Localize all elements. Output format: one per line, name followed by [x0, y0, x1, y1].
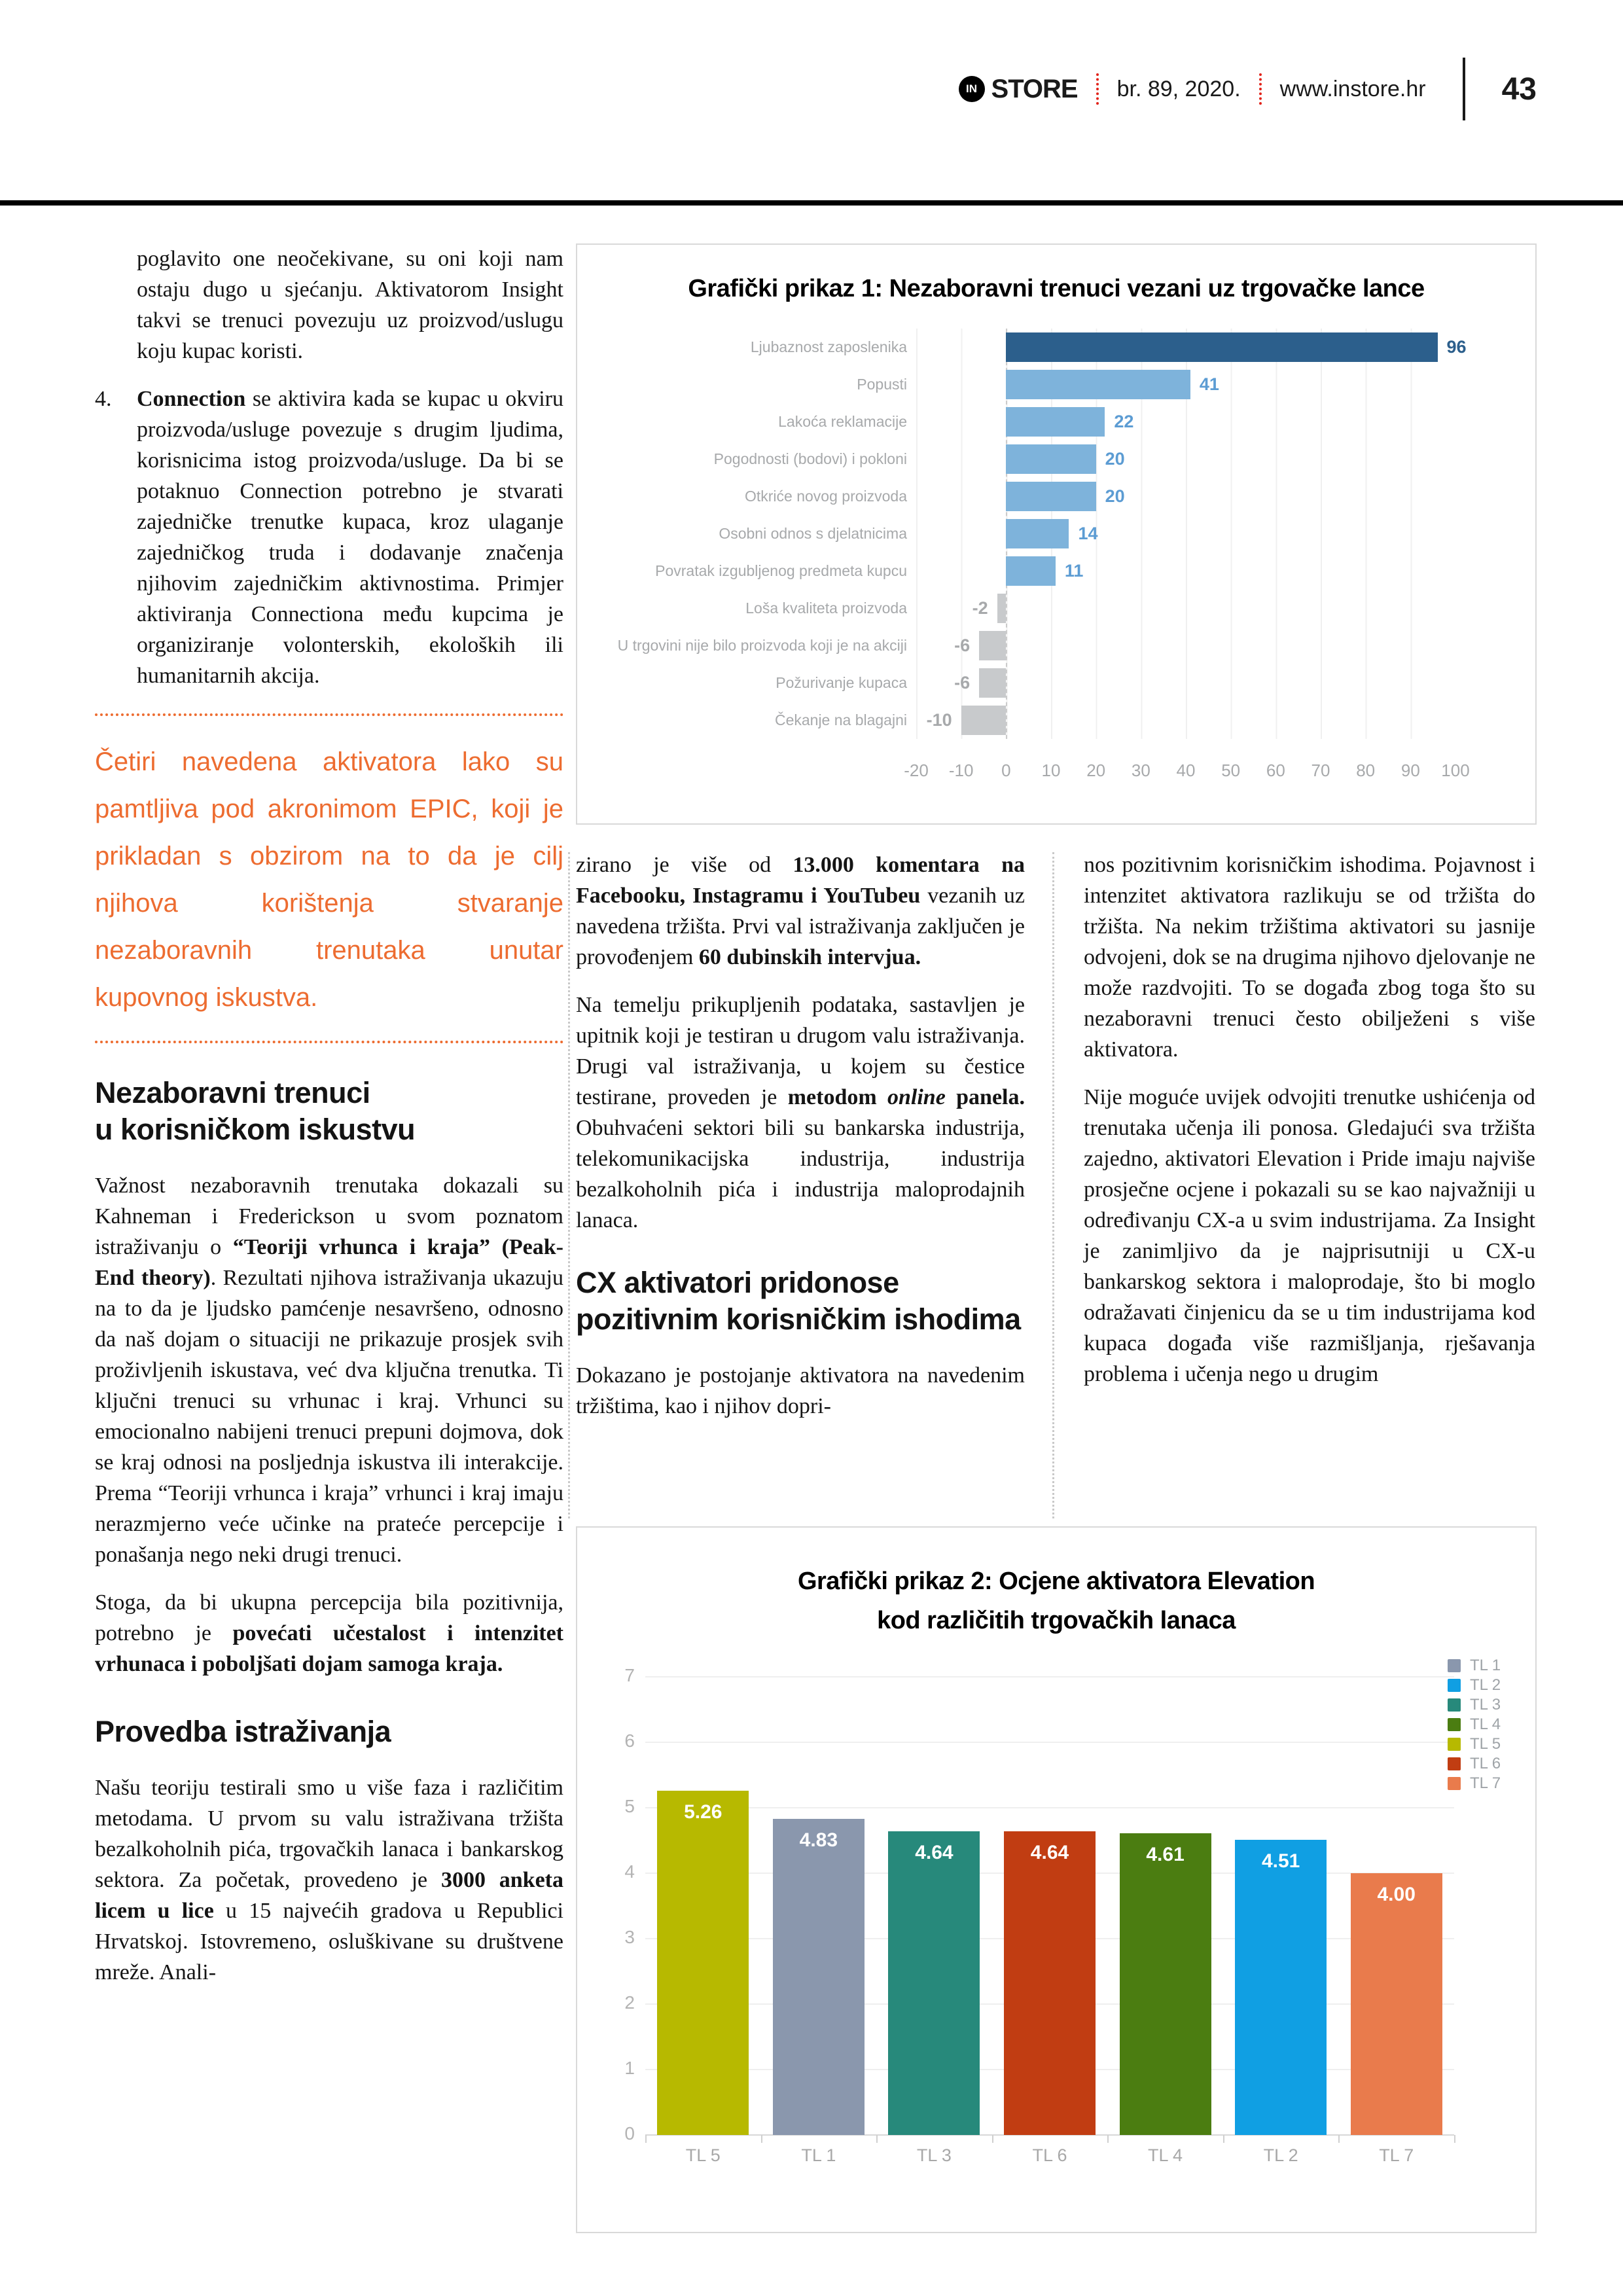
- bar-label: Požurivanje kupaca: [776, 674, 907, 691]
- chart1-x-axis: [904, 761, 1470, 787]
- chart2-title-line: Grafički prikaz 2: Ocjene aktivatora Elevation: [797, 1568, 1315, 1595]
- chart2-title: [577, 1562, 1535, 1640]
- text-run: vezanih uz navedena tržišta. Prvi val istraživanja zaključen je provođenjem: [576, 884, 1026, 969]
- text-run: Connection: [137, 387, 246, 411]
- instore-logo-icon: IN: [959, 76, 985, 102]
- section-heading: [95, 1075, 563, 1148]
- paragraph: [95, 1772, 563, 1988]
- paragraph: [576, 990, 1025, 1236]
- page-number: 43: [1501, 71, 1537, 107]
- chart1-row: [577, 329, 1467, 366]
- y-tick-label: 2: [624, 1992, 635, 2013]
- list-marker: 4.: [95, 387, 112, 411]
- x-category-label: TL 7: [1379, 2145, 1414, 2165]
- chart1-plot: [577, 329, 1467, 739]
- issue-label: br. 89, 2020.: [1116, 76, 1241, 101]
- text-run: zirano je više od: [576, 853, 793, 877]
- chart1-row: [577, 515, 1455, 552]
- text-run: 3000 anketa licem u lice: [95, 1868, 563, 1923]
- bar-value: -6: [954, 673, 971, 692]
- bar-track: [916, 366, 1455, 403]
- x-category-label: TL 2: [1263, 2145, 1298, 2165]
- bar-track: [916, 590, 1455, 627]
- axis-tick: [1454, 2135, 1455, 2143]
- text-run: Na temelju prikupljenih podataka, sastavljen je upitnik koji je testiran u drugom valu istraživanja. Drugi val istraživanja, u kojem su čestice testirane, proveden je: [576, 993, 1025, 1109]
- bar-label: Pogodnosti (bodovi) i pokloni: [713, 450, 907, 467]
- heading-line: Nezaboravni trenuci: [95, 1076, 370, 1109]
- x-tick-label: 90: [1400, 761, 1420, 780]
- brand-name: STORE: [991, 74, 1078, 103]
- bar-track: [916, 515, 1455, 552]
- chart1-row: [577, 627, 1455, 664]
- bar: [1006, 444, 1096, 474]
- axis-tick: [1107, 2135, 1109, 2143]
- bar: [1004, 1831, 1096, 2135]
- y-tick-label: 4: [624, 1861, 635, 1882]
- x-category-label: TL 1: [801, 2145, 836, 2165]
- bar-track: [916, 478, 1455, 515]
- axis-tick: [645, 2135, 647, 2143]
- text-column-right: [1084, 850, 1535, 1407]
- quote-rule-top: [95, 713, 563, 716]
- text-run: Važnost nezaboravnih trenutaka dokazali su Kahneman i Frederickson u svom poznatom istraživanju o: [95, 1174, 563, 1259]
- bar-value: -2: [972, 598, 988, 618]
- axis-tick: [1223, 2135, 1224, 2143]
- text-run: online: [887, 1085, 946, 1109]
- legend-swatch-icon: [1448, 1757, 1461, 1770]
- text-run: Našu teoriju testirali smo u više faza i različitim metodama. U prvom su valu istraživana tržišta bezalkoholnih pića, trgovačkih lanaca i bankarskog sektora. Za početak, provedeno je: [95, 1776, 563, 1892]
- chart1-row: [577, 664, 1455, 702]
- chart1-row: [577, 478, 1455, 515]
- y-tick-label: 6: [624, 1731, 635, 1751]
- legend-label: TL 4: [1470, 1715, 1501, 1733]
- chart1-row: [577, 702, 1455, 739]
- bar: [979, 668, 1006, 698]
- legend-label: TL 2: [1470, 1676, 1501, 1694]
- bar: [773, 1819, 865, 2135]
- x-tick-label: 30: [1131, 761, 1150, 780]
- paragraph: [576, 850, 1025, 973]
- bar-value: 14: [1078, 524, 1098, 543]
- bar-label: U trgovini nije bilo proizvoda koji je na akciji: [617, 637, 907, 654]
- y-tick-label: 7: [624, 1665, 635, 1685]
- x-category-label: TL 3: [916, 2145, 952, 2165]
- paragraph: nos pozitivnim korisničkim ishodima. Pojavnost i intenzitet aktivatora razlikuju se od tržišta do tržišta. Na nekim tržištima aktivatori su jasnije odvojeni, dok se na drugima njihovo djelovanje ne može razdvojiti. To se događa zbog toga što su nezaboravni trenuci često obilježeni s više aktivatora.: [1084, 853, 1535, 1062]
- text-run: se aktivira kada se kupac u okviru proizvoda/usluge povezuje s drugim ljudima, korisnicima istog proizvoda/usluge. Da bi se potaknuo Connection potrebno je stvarati zajedničke trenutke kupaca, kroz ulaganje zajedničkog truda i dodavanje značenja njihovim zajedničkim aktivnostima. Primjer aktiviranja Connectiona među kupcima je organiziranje volonterskih, ekoloških ili humanitarnih akcija.: [137, 387, 563, 688]
- bar-value: 22: [1114, 412, 1134, 431]
- page-number-divider: [1463, 58, 1465, 120]
- bar-value: 4.64: [915, 1842, 954, 1863]
- axis-tick: [876, 2135, 878, 2143]
- bar-track: [916, 627, 1455, 664]
- bar-track: [916, 664, 1455, 702]
- bar: [888, 1831, 980, 2135]
- x-category-label: TL 4: [1148, 2145, 1183, 2165]
- x-tick-label: -10: [948, 761, 974, 780]
- bar-value: 41: [1199, 374, 1219, 394]
- header-divider-icon: [1259, 73, 1262, 105]
- x-tick-label: -20: [904, 761, 929, 780]
- bar-label: Čekanje na blagajni: [774, 711, 907, 728]
- bar-value: 96: [1446, 337, 1467, 357]
- legend-item: [1448, 1656, 1501, 1676]
- x-tick-label: 0: [1001, 761, 1011, 780]
- site-url: www.instore.hr: [1279, 76, 1426, 101]
- x-tick-label: 40: [1176, 761, 1196, 780]
- paragraph: Nije moguće uvijek odvojiti trenutke ushićenja od trenutaka učenja ili ponosa. Gledajući sva tržišta zajedno, aktivatori Elevation i Pride imaju najviše prosječne ocjene i pokazali su se kao najvažniji u određivanju CX-a u svim industrijama. Za Insight je zanimljivo da je najprisutniji u CX-u bankarskog sektora i maloprodaje, što bi moglo odražavati činjenicu da se u tim industrijama kod kupaca događa više razmišljanja, rješavanja problema i učenja nego u drugim: [1084, 1085, 1535, 1386]
- legend-swatch-icon: [1448, 1718, 1461, 1731]
- text-run: “Teoriji vrhunca i kraja” (Peak-End theory): [95, 1235, 563, 1290]
- bar-label: Lakoća reklamacije: [778, 413, 907, 430]
- bar-value: 5.26: [684, 1801, 722, 1823]
- legend-swatch-icon: [1448, 1777, 1461, 1790]
- chart2-plot: [624, 1665, 1454, 2165]
- chart2: [576, 1526, 1537, 2233]
- bar-label: Povratak izgubljenog predmeta kupcu: [655, 562, 907, 579]
- legend-swatch-icon: [1448, 1679, 1461, 1692]
- bar-value: 20: [1105, 449, 1125, 469]
- chart1-row: [577, 552, 1455, 590]
- bar-label: Osobni odnos s djelatnicima: [719, 525, 907, 542]
- legend-swatch-icon: [1448, 1738, 1461, 1751]
- chart1-row: [577, 403, 1455, 440]
- bar: [1120, 1833, 1211, 2135]
- bar-label: Ljubaznost zaposlenika: [750, 338, 907, 355]
- section-heading: [576, 1265, 1025, 1338]
- chart1-title: Grafički prikaz 1: Nezaboravni trenuci vezani uz trgovačke lance: [688, 275, 1425, 302]
- bar: [1006, 332, 1437, 362]
- bar: [1235, 1840, 1327, 2135]
- gridline: [645, 1807, 1454, 1808]
- x-tick-label: 50: [1221, 761, 1241, 780]
- bar-label: Loša kvaliteta proizvoda: [745, 600, 907, 617]
- legend-item: [1448, 1774, 1501, 1793]
- text-run: Stoga, da bi ukupna percepcija bila pozitivnija, potrebno je: [95, 1590, 563, 1645]
- legend-item: [1448, 1695, 1501, 1715]
- legend-label: TL 5: [1470, 1735, 1501, 1753]
- legend-label: TL 1: [1470, 1657, 1501, 1674]
- bar-track: [916, 552, 1455, 590]
- text-run: u 15 najvećih gradova u Republici Hrvatskoj. Istovremeno, osluškivane su društvene mreže. Anali-: [95, 1899, 563, 1984]
- legend-swatch-icon: [1448, 1698, 1461, 1712]
- quote-rule-bottom: [95, 1041, 563, 1043]
- x-tick-label: 10: [1041, 761, 1061, 780]
- numbered-list-item: [95, 384, 563, 691]
- text-run: panela.: [945, 1085, 1025, 1109]
- heading-line: u korisničkom iskustvu: [95, 1113, 416, 1146]
- legend-swatch-icon: [1448, 1659, 1461, 1672]
- bar-label: Popusti: [857, 376, 907, 393]
- y-tick-label: 1: [624, 2058, 635, 2078]
- text-column-left: [95, 243, 563, 2005]
- heading-line: pozitivnim korisničkim ishodima: [576, 1302, 1021, 1336]
- bar-value: 4.64: [1030, 1842, 1069, 1863]
- y-tick-label: 0: [624, 2123, 635, 2144]
- section-heading: Provedba istraživanja: [95, 1715, 391, 1748]
- legend-item: [1448, 1715, 1501, 1734]
- paragraph: [95, 1170, 563, 1570]
- text-run: metodom: [787, 1085, 887, 1109]
- x-tick-label: 70: [1311, 761, 1330, 780]
- x-category-label: TL 5: [685, 2145, 721, 2165]
- chart2-title-line: kod različitih trgovačkih lanaca: [877, 1607, 1236, 1634]
- legend-label: TL 7: [1470, 1774, 1501, 1792]
- text-run: Obuhvaćeni sektori bili su bankarska industrija, telekomunikacijska industrija, industrija bezalkoholnih pića i industrija maloprodajnih lanaca.: [576, 1116, 1025, 1232]
- bar-value: 4.00: [1377, 1884, 1416, 1905]
- text-run: povećati učestalost i intenzitet vrhunaca i poboljšati dojam samoga kraja.: [95, 1621, 563, 1676]
- bar: [1351, 1873, 1442, 2135]
- bar-value: 11: [1064, 561, 1084, 581]
- column-divider: [568, 852, 570, 1518]
- instore-logo: [959, 75, 1078, 104]
- bar-value: -6: [954, 636, 971, 655]
- chart1-row: [577, 440, 1455, 478]
- bar: [997, 594, 1007, 623]
- bar: [1006, 519, 1069, 548]
- paragraph: Dokazano je postojanje aktivatora na navedenim tržištima, kao i njihov dopri-: [576, 1363, 1025, 1418]
- page-header: [959, 56, 1537, 122]
- bar: [1006, 482, 1096, 511]
- header-divider-icon: [1096, 73, 1099, 105]
- y-tick-label: 3: [624, 1927, 635, 1947]
- legend-label: TL 3: [1470, 1696, 1501, 1713]
- bar-label: Otkriće novog proizvoda: [744, 488, 907, 505]
- x-category-label: TL 6: [1032, 2145, 1067, 2165]
- axis-tick: [761, 2135, 762, 2143]
- gridline: [645, 1742, 1454, 1743]
- legend-item: [1448, 1734, 1501, 1754]
- legend-item: [1448, 1676, 1501, 1695]
- bar-track: [916, 702, 1455, 739]
- pull-quote: Četiri navedena aktivatora lako su pamtljiva pod akronimom EPIC, koji je prikladan s obzirom na to da je cilj njihova korištenja stvaranje nezaboravnih trenutaka unutar kupovnog iskustva.: [95, 747, 563, 1012]
- bar: [1006, 556, 1056, 586]
- chart1-row: [577, 590, 1455, 627]
- y-tick-label: 5: [624, 1796, 635, 1816]
- text-run: 60 dubinskih intervjua.: [698, 945, 921, 969]
- bar: [1006, 407, 1105, 437]
- bar-track: [916, 329, 1467, 366]
- bar: [961, 706, 1007, 735]
- chart2-legend: [1448, 1656, 1501, 1793]
- text-run: 13.000 komentara na Facebooku, Instagramu i YouTubeu: [576, 853, 1025, 908]
- bar: [1006, 370, 1190, 399]
- bar-track: [916, 403, 1455, 440]
- x-tick-label: 80: [1356, 761, 1376, 780]
- x-tick-label: 20: [1086, 761, 1106, 780]
- legend-item: [1448, 1754, 1501, 1774]
- bar: [979, 631, 1006, 660]
- axis-tick: [1338, 2135, 1340, 2143]
- bar-value: 20: [1105, 486, 1125, 506]
- chart1: [576, 243, 1537, 825]
- legend-label: TL 6: [1470, 1755, 1501, 1772]
- axis-tick: [992, 2135, 993, 2143]
- x-tick-label: 60: [1266, 761, 1285, 780]
- chart1-row: [577, 366, 1455, 403]
- paragraph: poglavito one neočekivane, su oni koji nam ostaju dugo u sjećanju. Aktivatorom Insight takvi se trenuci povezuju uz proizvod/uslugu koju kupac koristi.: [137, 247, 563, 363]
- heading-line: CX aktivatori pridonose: [576, 1266, 899, 1299]
- bar-track: [916, 440, 1455, 478]
- gridline: [645, 1676, 1454, 1677]
- bar-value: -10: [926, 710, 952, 730]
- bar-value: 4.51: [1261, 1850, 1300, 1872]
- bar-value: 4.83: [799, 1829, 838, 1851]
- paragraph: [95, 1587, 563, 1679]
- bar: [657, 1791, 749, 2135]
- bar-value: 4.61: [1146, 1844, 1185, 1865]
- text-column-middle: [576, 850, 1025, 1439]
- x-tick-label: 100: [1441, 761, 1470, 780]
- column-divider: [1052, 852, 1054, 1518]
- header-rule: [0, 200, 1623, 206]
- text-run: . Rezultati njihova istraživanja ukazuju na to da je ljudsko pamćenje nesavršeno, odnosno da naš dojam o situaciji ne prikazuje prosjek svih proživljenih iskustava, već dva ključna trenutka. Ti ključni trenuci su vrhunac i kraj. Vrhunci su emocionalno nabijeni trenuci prepuni dojmova, dok se kraj odnosi na posljednja iskustva ili interakcije. Prema “Teoriji vrhunca i kraja” vrhunci i kraj imaju nerazmjerno veće učinke na prateće percepcije i ponašanja nego neki drugi trenuci.: [95, 1266, 563, 1567]
